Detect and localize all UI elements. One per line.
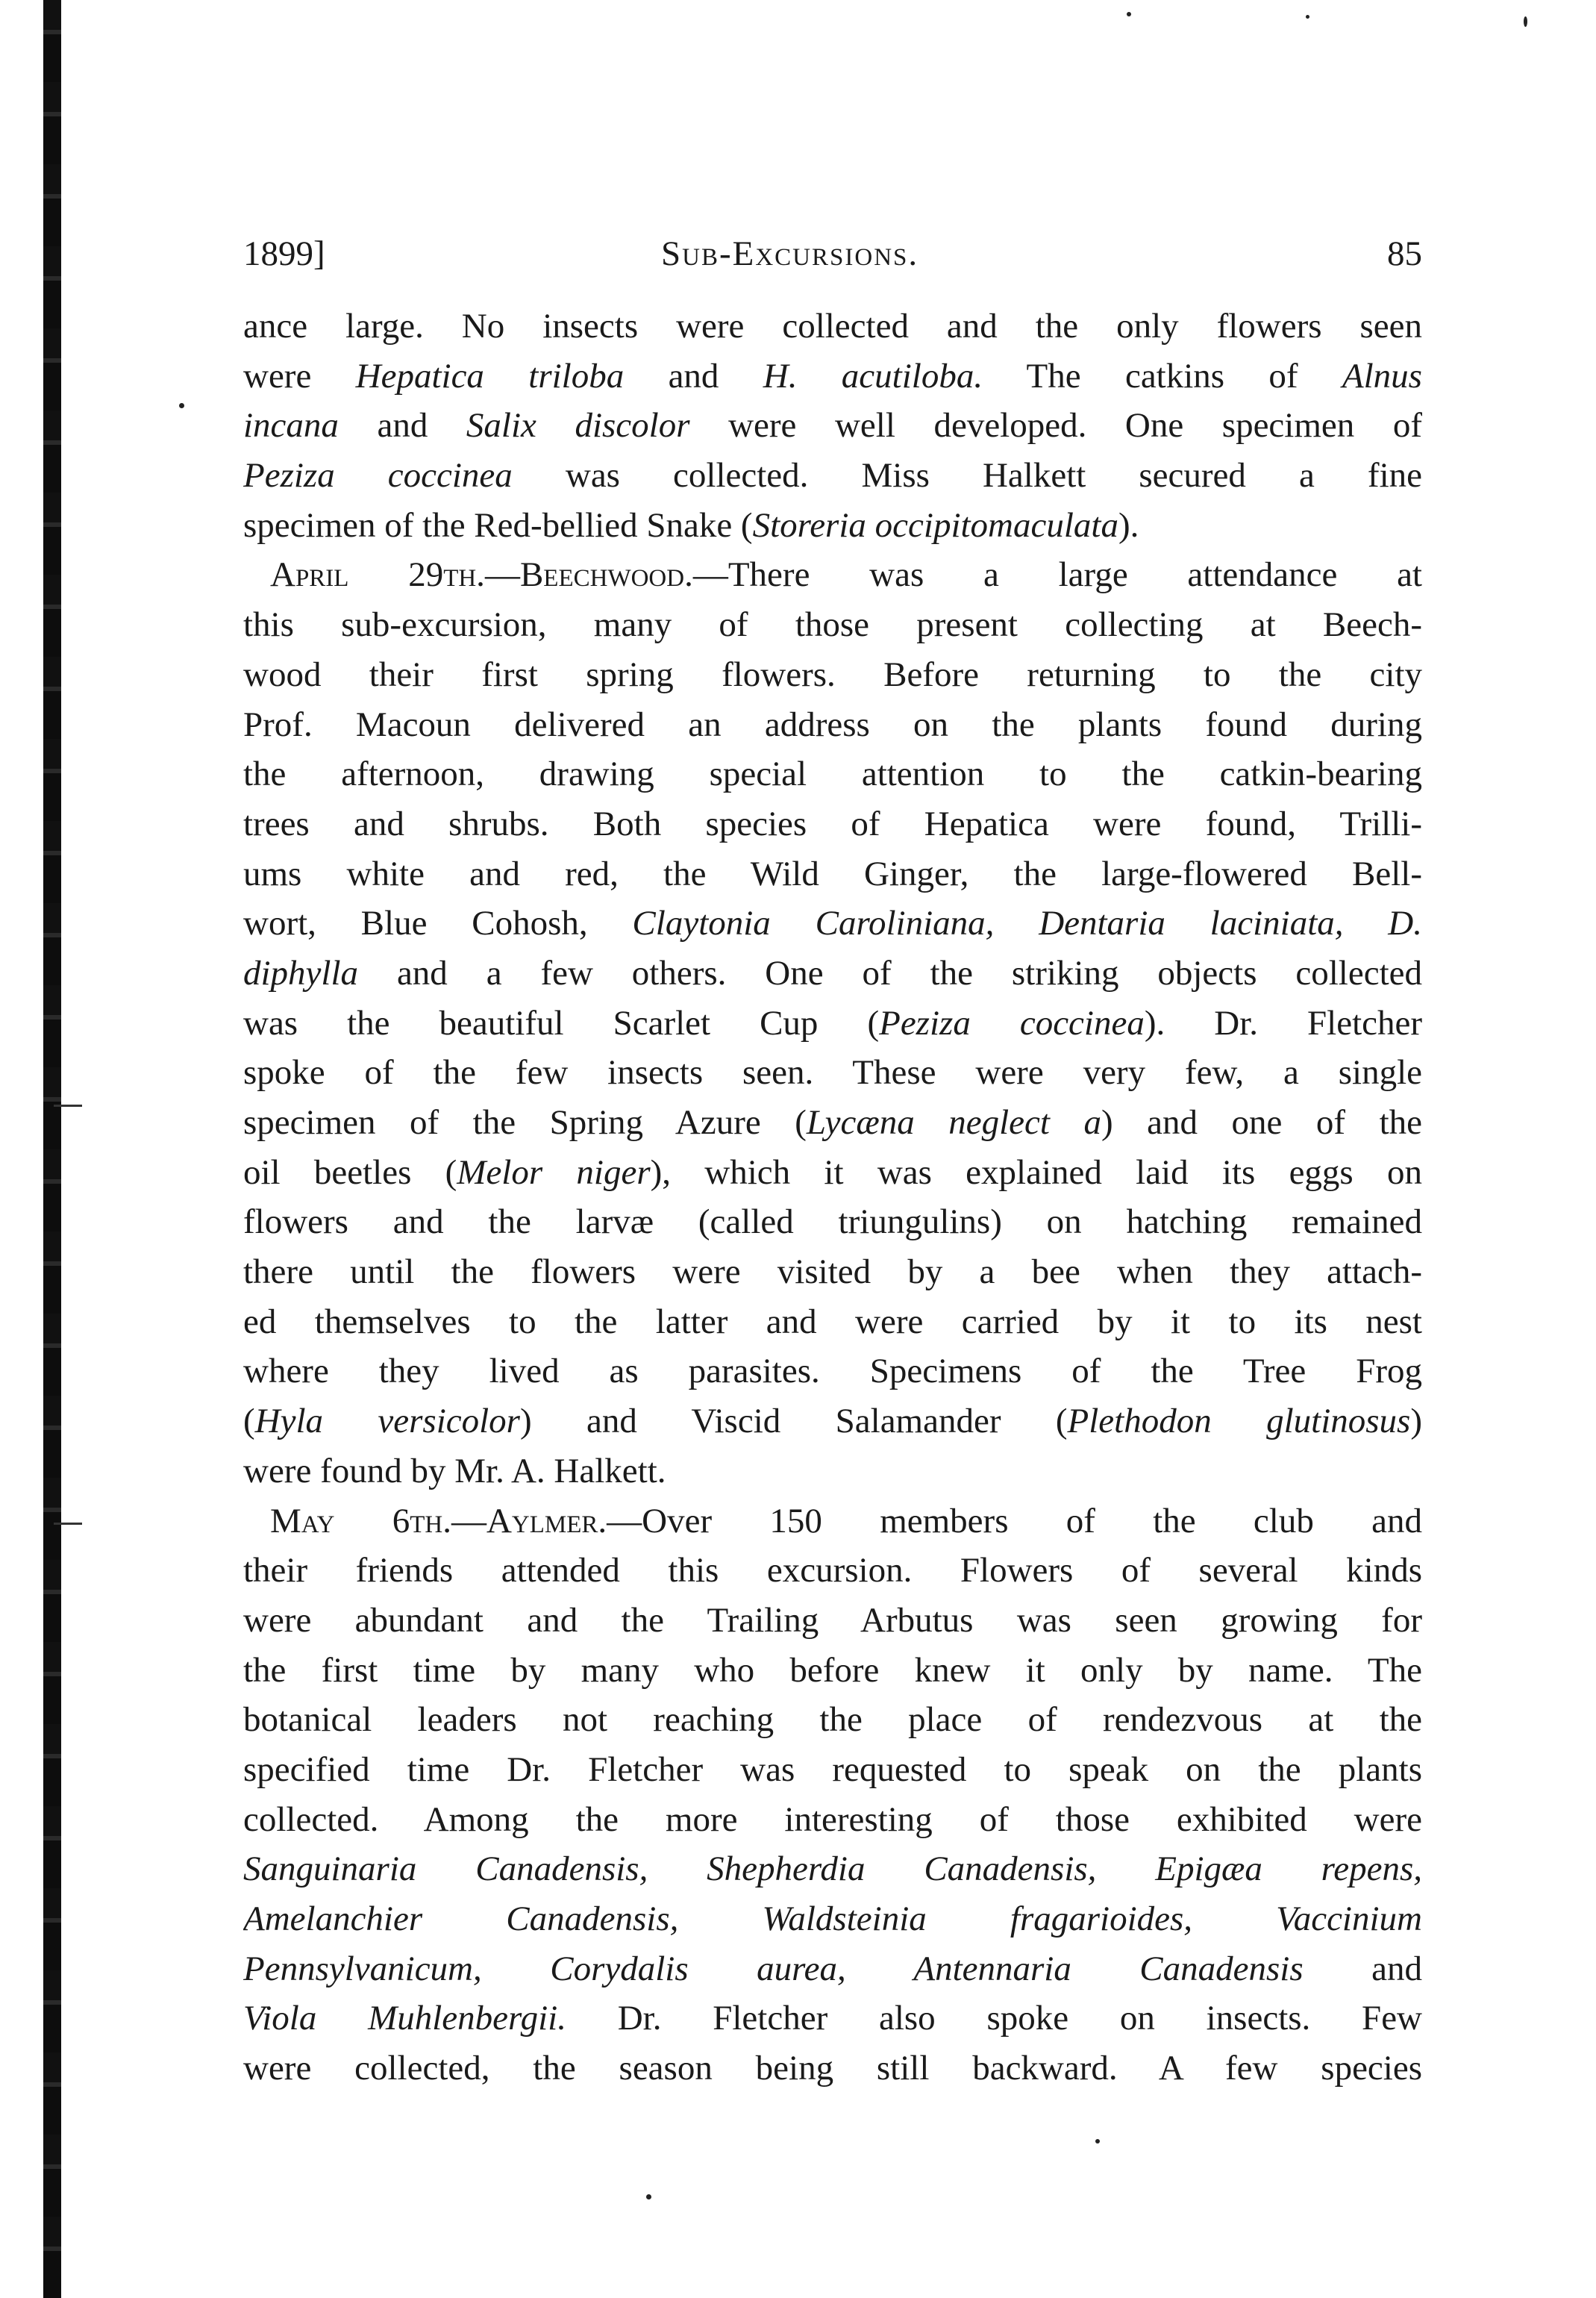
text-line (243, 550, 1422, 600)
text-run: ( (243, 1402, 255, 1441)
text-line (243, 1795, 1422, 1845)
text-line (243, 451, 1422, 501)
text-run: where they lived as parasites. Specimens of the Tree Frog (243, 1352, 1422, 1391)
text-run: there until the flowers were visited by a bee when they attach- (243, 1252, 1422, 1292)
text-run: The catkins of (983, 356, 1342, 396)
page-number: 85 (1387, 234, 1422, 273)
header-year: 1899] (243, 234, 325, 273)
text-line (243, 1396, 1422, 1446)
scan-binding-edge (43, 0, 61, 2298)
small-caps-run: Aylmer. (486, 1501, 607, 1540)
text-line (243, 600, 1422, 650)
text-run: flowers and the larvæ (called triungulins) on hatching remained (243, 1202, 1422, 1242)
text-run: specimen of the Spring Azure ( (243, 1103, 807, 1142)
text-line (243, 1993, 1422, 2043)
italic-run: Peziza coccinea (243, 456, 513, 496)
text-run: ums white and red, the Wild Ginger, the large-flowered Bell- (243, 854, 1422, 893)
text-run: were found by Mr. A. Halkett. (243, 1451, 666, 1490)
text-run: and (338, 406, 466, 446)
text-run: the first time by many who before knew it only by name. The (243, 1650, 1422, 1690)
text-line (243, 1496, 1422, 1546)
text-run: ). (1118, 505, 1139, 545)
scan-speck (1095, 2139, 1100, 2144)
text-line (243, 1695, 1422, 1745)
text-run: were well developed. One specimen of (689, 406, 1422, 446)
italic-run: Hepatica triloba (355, 356, 625, 396)
text-line (243, 949, 1422, 999)
text-line (243, 749, 1422, 799)
text-run: were collected, the season being still backward. A few species (243, 2049, 1422, 2088)
scan-speck (179, 403, 184, 408)
text-run: Dr. Fletcher also spoke on insects. Few (566, 1999, 1422, 2038)
text-line (243, 352, 1422, 402)
italic-run: Pennsylvanicum, Corydalis aurea, Antennaria Canadensis (243, 1949, 1304, 1988)
text-line (243, 650, 1422, 700)
text-line (243, 799, 1422, 849)
text-run: specified time Dr. Fletcher was requested to speak on the plants (243, 1749, 1422, 1789)
text-run: were (243, 356, 356, 396)
italic-run: Viola Muhlenbergii. (243, 1999, 566, 2038)
text-line (243, 1546, 1422, 1596)
text-run: collected. Among the more interesting of those exhibited were (243, 1799, 1422, 1839)
text-line (243, 1646, 1422, 1696)
text-line (243, 1944, 1422, 1994)
text-line (243, 1596, 1422, 1646)
scan-speck (646, 2194, 651, 2199)
text-line (243, 1048, 1422, 1098)
text-run: and (624, 356, 763, 396)
text-line (243, 1297, 1422, 1347)
scan-edge-mark (54, 1523, 82, 1525)
text-run: was collected. Miss Halkett secured a fine (512, 456, 1422, 496)
text-run: this sub-excursion, many of those present collecting at Beech- (243, 605, 1422, 645)
small-caps-run: April 29th. (270, 555, 485, 595)
text-run: ) and Viscid Salamander ( (519, 1402, 1068, 1441)
text-run: wood their first spring flowers. Before returning to the city (243, 655, 1422, 694)
text-run: and (1303, 1949, 1422, 1988)
italic-run: Amelanchier Canadensis, Waldsteinia fragarioides, Vaccinium (243, 1899, 1422, 1938)
text-line (243, 1247, 1422, 1297)
text-run: and a few others. One of the striking objects collected (358, 953, 1422, 993)
text-run: — (484, 555, 520, 595)
italic-run: H. acutiloba. (763, 356, 983, 396)
italic-run: Sanguinaria Canadensis, Shepherdia Canadensis, Epigæa repens, (243, 1849, 1422, 1889)
text-line (243, 1197, 1422, 1247)
italic-run: Alnus (1342, 356, 1422, 396)
running-header (243, 224, 1422, 284)
scan-speck (1306, 15, 1309, 19)
text-line (243, 1894, 1422, 1944)
italic-run: Plethodon glutinosus (1067, 1402, 1411, 1441)
text-line (243, 1745, 1422, 1795)
italic-run: Salix discolor (466, 406, 690, 446)
text-line (243, 999, 1422, 1049)
scan-speck (1524, 16, 1527, 27)
text-run: —There was a large attendance at (692, 555, 1422, 595)
italic-run: diphylla (243, 953, 359, 993)
text-line (243, 899, 1422, 949)
text-run: wort, Blue Cohosh, (243, 904, 633, 943)
italic-run: Hyla versicolor (254, 1402, 520, 1441)
header-title: Sub-Excursions. (661, 234, 919, 273)
text-run: ed themselves to the latter and were carried by it to its nest (243, 1302, 1422, 1341)
text-line (243, 1844, 1422, 1894)
text-line (243, 1446, 1422, 1496)
text-run: were abundant and the Trailing Arbutus was seen growing for (243, 1600, 1422, 1640)
italic-run: Lycæna neglect a (806, 1103, 1101, 1142)
text-run: ance large. No insects were collected and the only flowers seen (243, 307, 1422, 346)
text-run: — (451, 1501, 486, 1540)
text-line (243, 2043, 1422, 2094)
small-caps-run: Beechwood. (519, 555, 693, 595)
text-run: ), which it was explained laid its eggs on (650, 1152, 1422, 1192)
text-line (243, 849, 1422, 899)
small-caps-run: May 6th. (270, 1501, 451, 1540)
text-line (243, 700, 1422, 750)
scan-speck (1127, 12, 1131, 16)
text-run: Prof. Macoun delivered an address on the plants found during (243, 705, 1422, 744)
italic-run: Melor niger (457, 1152, 651, 1192)
text-run: their friends attended this excursion. Flowers of several kinds (243, 1551, 1422, 1590)
text-run: the afternoon, drawing special attention to the catkin-bearing (243, 755, 1422, 794)
text-run: was the beautiful Scarlet Cup ( (243, 1003, 880, 1043)
text-line (243, 1148, 1422, 1198)
text-run: ) (1410, 1402, 1422, 1441)
text-line (243, 501, 1422, 551)
text-line (243, 401, 1422, 451)
text-run: —Over 150 members of the club and (607, 1501, 1422, 1540)
scan-edge-mark (54, 1105, 82, 1107)
text-line (243, 302, 1422, 352)
text-line (243, 1346, 1422, 1396)
text-run: ). Dr. Fletcher (1144, 1003, 1422, 1043)
page-body (243, 302, 1422, 2094)
italic-run: Peziza coccinea (879, 1003, 1145, 1043)
text-line (243, 1098, 1422, 1148)
italic-run: incana (243, 406, 339, 446)
text-run: oil beetles ( (243, 1152, 457, 1192)
text-run: trees and shrubs. Both species of Hepatica were found, Trilli- (243, 804, 1422, 843)
text-run: ) and one of the (1101, 1103, 1422, 1142)
text-run: specimen of the Red-bellied Snake ( (243, 505, 753, 545)
italic-run: Claytonia Caroliniana, Dentaria laciniata, D. (632, 904, 1422, 943)
text-run: botanical leaders not reaching the place of rendezvous at the (243, 1700, 1422, 1740)
text-run: spoke of the few insects seen. These were very few, a single (243, 1053, 1422, 1093)
italic-run: Storeria occipitomaculata (752, 505, 1118, 545)
